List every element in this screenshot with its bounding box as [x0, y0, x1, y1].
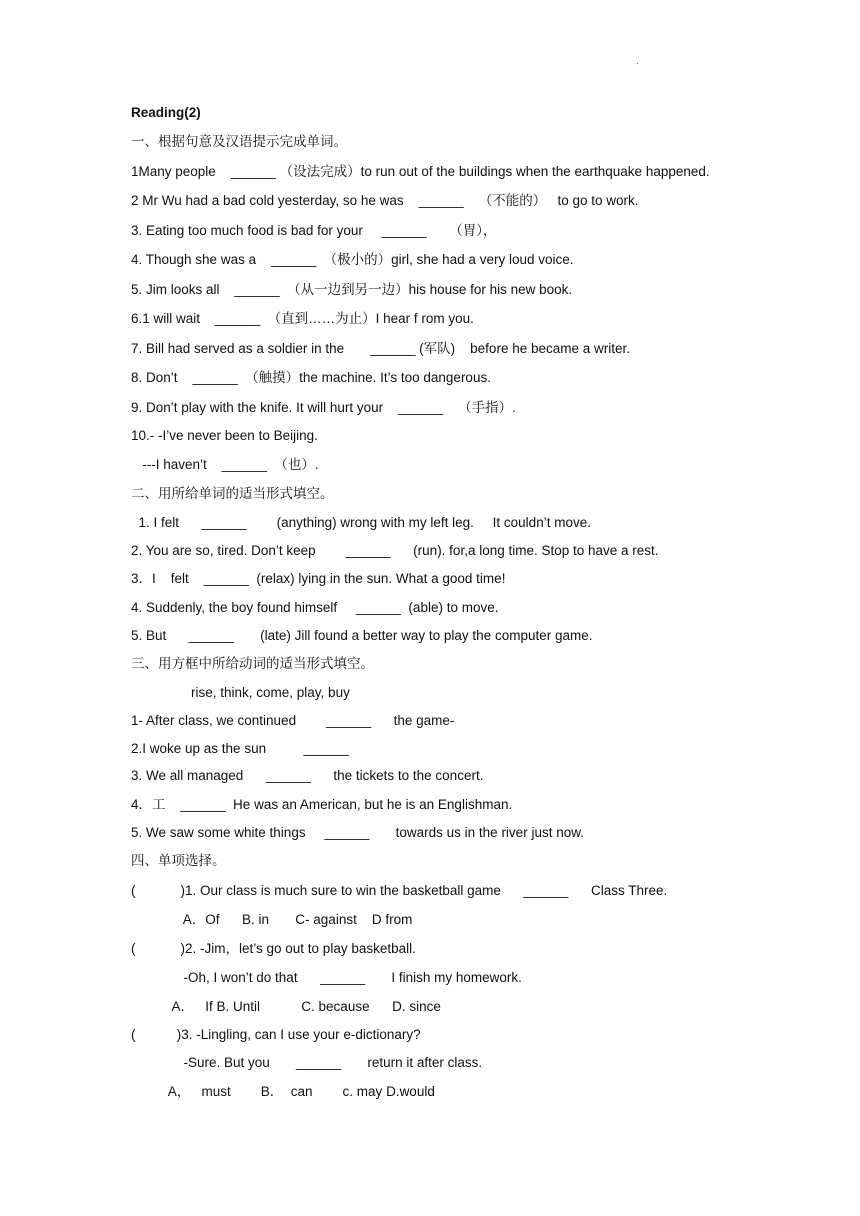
question-line: 6.1 will wait ______ （直到……为止）I hear f rom you.: [131, 311, 474, 326]
question-line: 3. Eating too much food is bad for your ______ （胃），: [131, 223, 497, 238]
question-line: 8. Don’t ______ （触摸）the machine. It’s too dangerous.: [131, 370, 491, 385]
question-line: -Sure. But you ______ return it after class.: [131, 1055, 483, 1070]
question-line: ( )1. Our class is much sure to win the basketball game ______ Class Three.: [131, 883, 668, 898]
question-line: 2.I woke up as the sun ______: [131, 741, 349, 756]
option-line: A．Of B. in C- against D from: [131, 912, 413, 927]
question-line: 5. We saw some white things ______ towards us in the river just now.: [131, 825, 584, 840]
question-line: 10.- -I’ve never been to Beijing.: [131, 428, 318, 443]
question-line: 2. You are so, tired. Don’t keep ______ (run). for,a long time. Stop to have a rest.: [131, 543, 659, 558]
question-line: 1Many people ______ （设法完成）to run out of the buildings when the earthquake happened.: [131, 164, 710, 179]
question-line: 9. Don’t play with the knife. It will hurt your ______ （手指）.: [131, 400, 516, 415]
question-line: 4. Suddenly, the boy found himself ______ (able) to move.: [131, 600, 499, 615]
section-heading-1: 一、根据句意及汉语提示完成单词。: [131, 134, 347, 149]
option-line: A． If B. Until C. because D. since: [131, 999, 441, 1014]
header-mark: .: [636, 56, 639, 67]
question-line: 4．工 ______ He was an American, but he is an Englishman.: [131, 797, 513, 812]
question-line: 2 Mr Wu had a bad cold yesterday, so he was ______ （不能的） to go to work.: [131, 193, 639, 208]
option-line: A， must B． can c. may D.would: [131, 1084, 435, 1099]
question-line: 5. But ______ (late) Jill found a better way to play the computer game.: [131, 628, 593, 643]
question-line: ( )3. -Lingling, can I use your e-dictionary?: [131, 1027, 421, 1042]
question-line: 1. I felt ______ (anything) wrong with my left leg. It couldn’t move.: [131, 515, 591, 530]
page-title: Reading(2): [131, 105, 201, 120]
question-line: -Oh, I won’t do that ______ I finish my homework.: [131, 970, 522, 985]
question-line: 1- After class, we continued ______ the game-: [131, 713, 455, 728]
section-heading-2: 二、用所给单词的适当形式填空。: [131, 486, 334, 501]
word-box: rise, think, come, play, buy: [131, 685, 350, 700]
section-heading-4: 四、单项选择。: [131, 853, 226, 868]
question-line: 7. Bill had served as a soldier in the ______ (军队) before he became a writer.: [131, 341, 631, 356]
question-line: 5. Jim looks all ______ （从一边到另一边）his house for his new book.: [131, 282, 573, 297]
question-line: 4. Though she was a ______ （极小的）girl, she had a very loud voice.: [131, 252, 574, 267]
question-line: 3. We all managed ______ the tickets to the concert.: [131, 768, 484, 783]
question-line: ---I haven’t ______ （也）.: [131, 457, 319, 472]
section-heading-3: 三、用方框中所给动词的适当形式填空。: [131, 656, 374, 671]
question-line: ( )2. -Jim，let’s go out to play basketball.: [131, 941, 416, 956]
question-line: 3．I felt ______ (relax) lying in the sun. What a good time!: [131, 571, 506, 586]
